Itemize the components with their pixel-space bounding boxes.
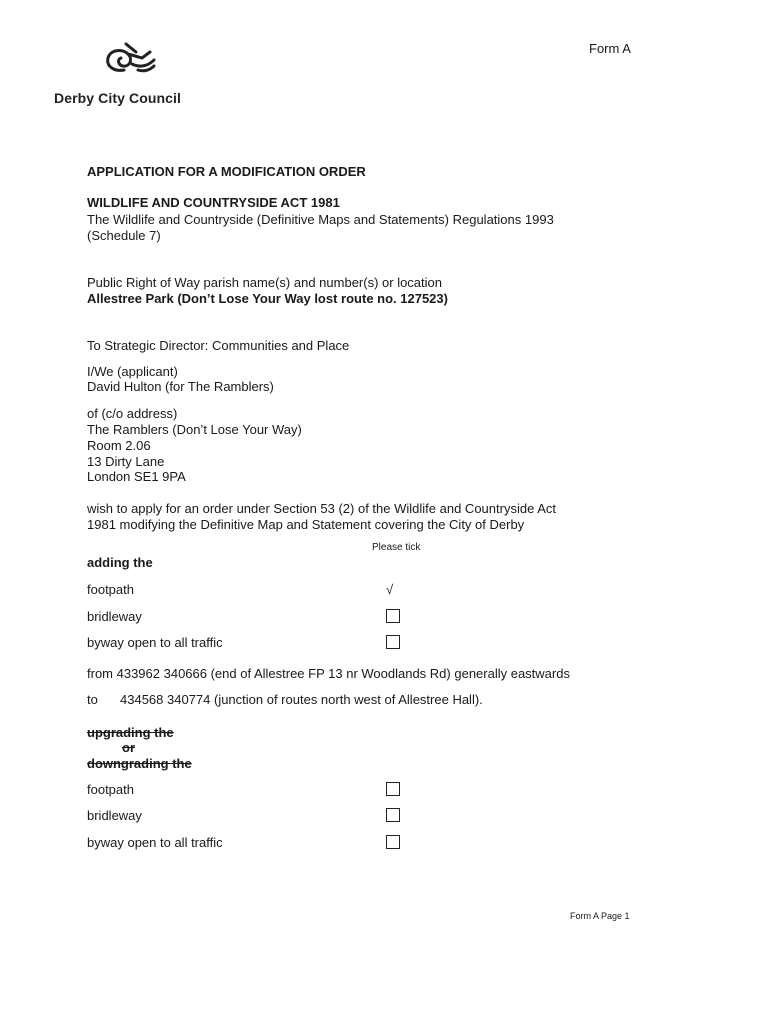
address-line: 13 Dirty Lane — [87, 454, 165, 469]
adding-bridleway-label: bridleway — [87, 609, 142, 624]
adding-bridleway-checkbox[interactable] — [386, 609, 400, 623]
address-line: London SE1 9PA — [87, 469, 186, 484]
council-logo — [54, 40, 194, 110]
upgrading-footpath-label: footpath — [87, 782, 134, 797]
address-line: Room 2.06 — [87, 438, 151, 453]
addressee: To Strategic Director: Communities and Place — [87, 338, 350, 353]
form-label: Form A — [589, 41, 631, 56]
adding-byway-label: byway open to all traffic — [87, 635, 223, 650]
address-line: The Ramblers (Don’t Lose Your Way) — [87, 422, 302, 437]
adding-byway-checkbox[interactable] — [386, 635, 400, 649]
please-tick-label: Please tick — [372, 542, 421, 553]
row-value: Allestree Park (Don’t Lose Your Way lost route no. 127523) — [87, 291, 448, 306]
row-label: Public Right of Way parish name(s) and number(s) or location — [87, 275, 442, 290]
statement-line-1: wish to apply for an order under Section 53 (2) of the Wildlife and Countryside Act — [87, 501, 556, 516]
council-ram-icon — [92, 40, 164, 88]
regulations-line-2: (Schedule 7) — [87, 228, 161, 243]
upgrading-or: or — [122, 740, 135, 755]
adding-footpath-label: footpath — [87, 582, 134, 597]
statement-line-2: 1981 modifying the Definitive Map and Statement covering the City of Derby — [87, 517, 525, 532]
adding-footpath-tick[interactable]: √ — [386, 582, 394, 597]
downgrading-heading: downgrading the — [87, 756, 192, 771]
route-to: 434568 340774 (junction of routes north west of Allestree Hall). — [120, 692, 483, 707]
regulations-line-1: The Wildlife and Countryside (Definitive Maps and Statements) Regulations 1993 — [87, 212, 554, 227]
route-to-label: to — [87, 692, 98, 707]
adding-heading: adding the — [87, 555, 153, 570]
applicant-label: I/We (applicant) — [87, 364, 178, 379]
route-from: from 433962 340666 (end of Allestree FP 13 nr Woodlands Rd) generally eastwards — [87, 666, 570, 681]
upgrading-footpath-checkbox[interactable] — [386, 782, 400, 796]
address-label: of (c/o address) — [87, 406, 178, 421]
upgrading-byway-checkbox[interactable] — [386, 835, 400, 849]
upgrading-heading: upgrading the — [87, 725, 174, 740]
form-title: APPLICATION FOR A MODIFICATION ORDER — [87, 164, 366, 179]
act-title: WILDLIFE AND COUNTRYSIDE ACT 1981 — [87, 195, 340, 210]
upgrading-bridleway-checkbox[interactable] — [386, 808, 400, 822]
upgrading-byway-label: byway open to all traffic — [87, 835, 223, 850]
council-name: Derby City Council — [54, 90, 182, 106]
applicant-value: David Hulton (for The Ramblers) — [87, 379, 274, 394]
page-footer: Form A Page 1 — [570, 911, 630, 921]
upgrading-bridleway-label: bridleway — [87, 808, 142, 823]
